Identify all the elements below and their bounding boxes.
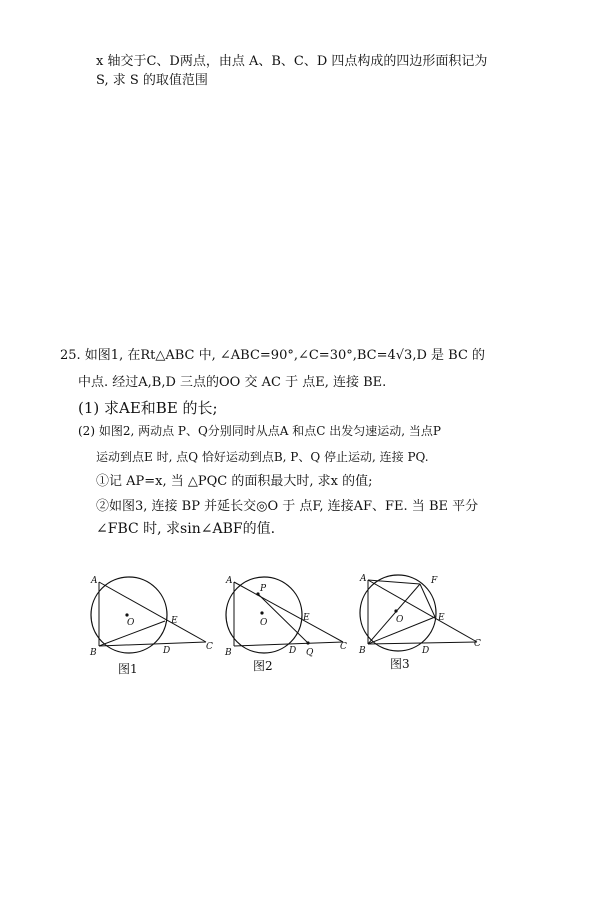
fig2-label-B: B <box>225 648 232 658</box>
previous-question-line-1: x 轴交于C、D两点，由点 A、B、C、D 四点构成的四边形面积记为 <box>96 54 488 69</box>
fig2-label-P: P <box>260 584 267 594</box>
question-25-part-2-line-1: (2) 如图2, 两动点 P、Q分别同时从点A 和点C 出发匀速运动, 当点P <box>78 424 441 438</box>
fig3-label-C: C <box>474 639 481 649</box>
fig3-label-B: B <box>359 646 366 656</box>
question-25-part-2-item-2-cont: ∠FBC 时, 求sin∠ABF的值. <box>96 521 276 537</box>
question-25-part-2-item-1: ①记 AP=x, 当 △PQC 的面积最大时, 求x 的值; <box>96 474 373 489</box>
figure-1-caption: 图1 <box>118 662 138 676</box>
fig1-label-B: B <box>90 648 97 658</box>
fig2-label-E: E <box>303 613 310 623</box>
fig2-label-D: D <box>289 646 297 656</box>
fig1-label-O: O <box>127 618 135 628</box>
question-25-line-1: 25. 如图1, 在Rt△ABC 中, ∠ABC=90°,∠C=30°,BC=4√3,D 是 BC 的 <box>60 348 486 363</box>
fig3-label-D: D <box>422 646 430 656</box>
question-25-part-2-item-2: ②如图3, 连接 BP 并延长交◎O 于 点F, 连接AF、FE. 当 BE 平分 <box>96 499 479 514</box>
figure-1 <box>85 565 215 660</box>
fig2-label-Q: Q <box>306 648 314 658</box>
fig1-label-A: A <box>91 576 98 586</box>
fig2-label-O: O <box>260 618 268 628</box>
figure-3-caption: 图3 <box>390 657 410 671</box>
fig1-label-D: D <box>163 646 171 656</box>
question-25-part-2-line-2: 运动到点E 时, 点Q 恰好运动到点B, P、Q 停止运动, 连接 PQ. <box>96 450 429 464</box>
figure-2 <box>222 565 352 660</box>
fig1-label-E: E <box>171 616 178 626</box>
figure-3 <box>356 565 486 660</box>
figure-2-caption: 图2 <box>253 659 273 673</box>
fig3-label-F: F <box>431 576 438 586</box>
fig3-label-O: O <box>396 615 404 625</box>
question-25-line-2: 中点. 经过A,B,D 三点的OO 交 AC 于 点E, 连接 BE. <box>78 375 387 390</box>
fig3-label-A: A <box>360 574 367 584</box>
fig2-label-A: A <box>226 576 233 586</box>
question-25-part-1: (1) 求AE和BE 的长; <box>78 399 218 417</box>
fig1-label-C: C <box>206 642 213 652</box>
previous-question-line-2: S, 求 S 的取值范围 <box>96 73 208 88</box>
fig2-label-C: C <box>340 642 347 652</box>
fig3-label-E: E <box>438 613 445 623</box>
